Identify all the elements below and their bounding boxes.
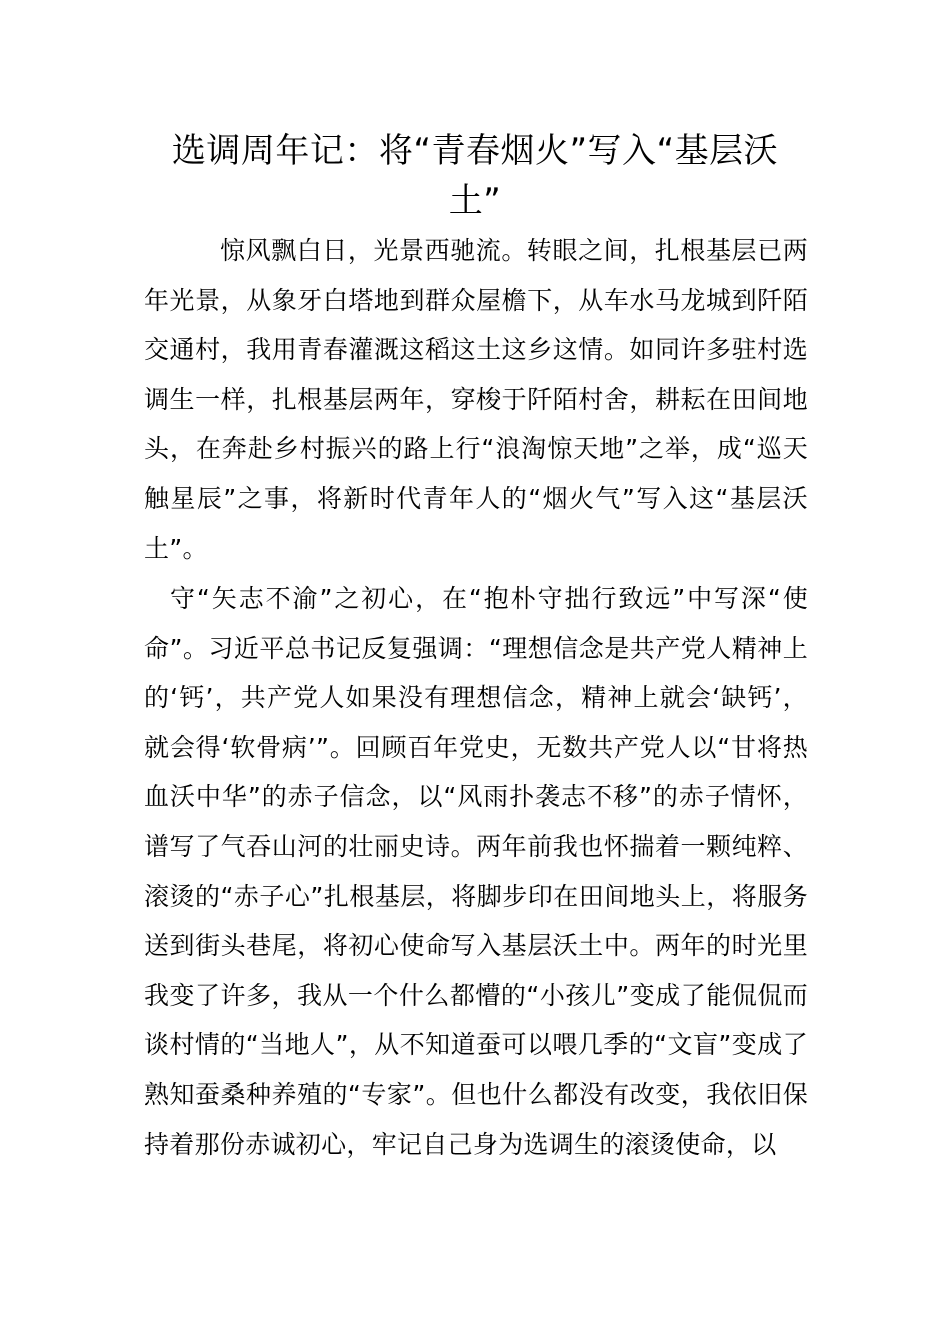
paragraph-2: 守“矢志不渝”之初心，在“抱朴守拙行致远”中写深“使命”。习近平总书记反复强调：“理想信念是共产党人精神上的‘钙’，共产党人如果没有理想信念，精神上就会‘缺钙’，就会得‘软骨病’”。回顾百年党史，无数共产党人以“甘将热血沃中华”的赤子信念，以“风雨扑袭志不移”的赤子情怀，谱写了气吞山河的壮丽史诗。两年前我也怀揣着一颗纯粹、滚烫的“赤子心”扎根基层，将脚步印在田间地头上，将服务送到街头巷尾，将初心使命写入基层沃土中。两年的时光里我变了许多，我从一个什么都懵的“小孩儿”变成了能侃侃而谈村情的“当地人”，从不知道蚕可以喂几季的“文盲”变成了熟知蚕桑种养殖的“专家”。但也什么都没有改变，我依旧保持着那份赤诚初心，牢记自己身为选调生的滚烫使命，以 [144, 584, 808, 1159]
document-title: 选调周年记：将“青春烟火”写入“基层沃土” [171, 131, 779, 221]
paragraph-1: 惊风飘白日，光景西驰流。转眼之间，扎根基层已两年光景，从象牙白塔地到群众屋檐下，从车水马龙城到阡陌交通村，我用青春灌溉这稻这土这乡这情。如同许多驻村选调生一样，扎根基层两年，穿梭于阡陌村舍，耕耘在田间地头，在奔赴乡村振兴的路上行“浪淘惊天地”之举，成“巡天触星辰”之事，将新时代青年人的“烟火气”写入这“基层沃土”。 [144, 236, 808, 563]
